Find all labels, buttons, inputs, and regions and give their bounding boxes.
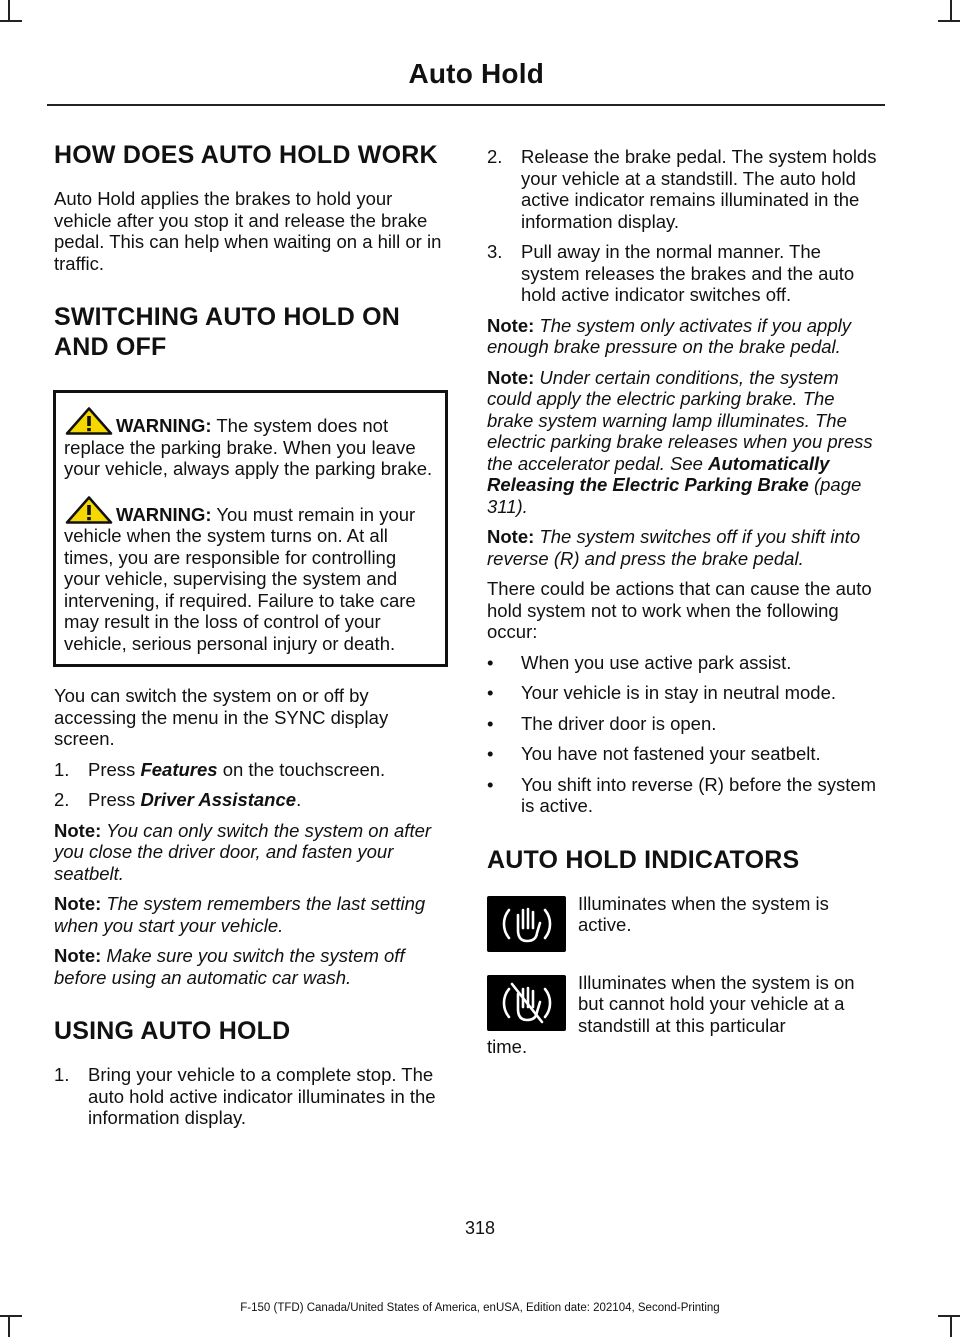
step-item: 3. Pull away in the normal manner. The system releases the brakes and the auto hold active indicator switches off. [487,241,855,305]
warning-item: WARNING: The system does not replace the parking brake. When you leave your vehicle, always apply the parking brake. [64,407,437,480]
crop-mark [0,1315,22,1317]
crop-mark [950,0,952,22]
header-divider [47,104,885,106]
list-item: • When you use active park assist. [487,651,792,673]
step-item: 2. Press Driver Assistance. [54,789,302,810]
left-column [54,140,446,1129]
note: Note: You can only switch the system on after you close the driver door, and fasten your seatbelt. [54,819,432,884]
list-item: • Your vehicle is in stay in neutral mode. [487,682,837,703]
indicator-row [487,972,879,1037]
note: Note: Make sure you switch the system off before using an automatic car wash. [54,945,405,988]
indicator-row [487,893,879,952]
list-item: • The driver door is open. [487,712,717,734]
note: Note: Under certain conditions, the system could apply the electric parking brake. The brake system warning lamp illuminates. The electric parking brake releases when you press the accelerator pedal. See Automatically Releasing the Electric Parking Brake (page 311). [487,366,873,517]
menu-label-driver-assistance: Driver Assistance [140,789,297,810]
cross-reference-link[interactable]: Automatically Releasing the Electric Parking Brake [487,452,830,495]
page-number: 318 [464,1218,496,1238]
right-column [487,146,879,1058]
menu-label-features: Features [140,758,218,780]
footer-edition-info: F-150 (TFD) Canada/United States of America, enUSA, Edition date: 202104, Second-Printing [240,1302,720,1314]
section-heading-using: USING AUTO HOLD [54,1017,291,1045]
note: Note: The system only activates if you apply enough brake pressure on the brake pedal. [487,314,851,357]
intro-paragraph: Auto Hold applies the brakes to hold your vehicle after you stop it and release the brake pedal. This can help when waiting on a hill or in traffic. [54,188,442,274]
warning-triangle-icon [64,407,114,435]
section-heading-how-it-works: HOW DOES AUTO HOLD WORK [54,141,438,169]
crop-mark [0,20,22,22]
step-item: 1. Bring your vehicle to a complete stop. The auto hold active indicator illuminates in the information display. [54,1064,436,1128]
warning-box [53,390,448,667]
note: Note: The system switches off if you shift into reverse (R) and press the brake pedal. [487,526,861,569]
step-item: 2. Release the brake pedal. The system holds your vehicle at a standstill. The auto hold active indicator remains illuminated in the information display. [487,146,877,232]
indicator-description: Illuminates when the system is on but cannot hold your vehicle at a standstill at this particular [578,971,855,1036]
step-item: 1. Press Features on the touchscreen. [54,758,386,780]
section-heading-indicators: AUTO HOLD INDICATORS [487,845,800,874]
indicator-description-continued: time. [487,1036,528,1057]
indicator-description: Illuminates when the system is active. [578,892,829,935]
crop-mark [8,1315,10,1337]
list-item: • You shift into reverse (R) before the system is active. [487,773,877,816]
conditions-intro: There could be actions that can cause the auto hold system not to work when the following occur: [487,578,872,642]
crop-mark [938,20,960,22]
crop-mark [950,1315,952,1337]
note: Note: The system remembers the last setting when you start your vehicle. [54,893,426,936]
crop-mark [8,0,10,22]
switch-intro-paragraph: You can switch the system on or off by accessing the menu in the SYNC display screen. [54,685,389,749]
page-header-title: Auto Hold [408,58,544,89]
warning-item: WARNING: You must remain in your vehicle when the system turns on. At all times, you are responsible for controlling your vehicle, supervising the system and intervening, if required. Failure to take care may result in the loss of control of your vehicle, serious personal injury or death. [64,496,437,655]
warning-triangle-icon [64,496,114,524]
section-heading-switching: SWITCHING AUTO HOLD ON AND OFF [54,303,401,361]
list-item: • You have not fastened your seatbelt. [487,743,821,764]
auto-hold-active-icon [487,896,566,952]
crop-mark [938,1315,960,1317]
auto-hold-unavailable-icon [487,975,566,1031]
